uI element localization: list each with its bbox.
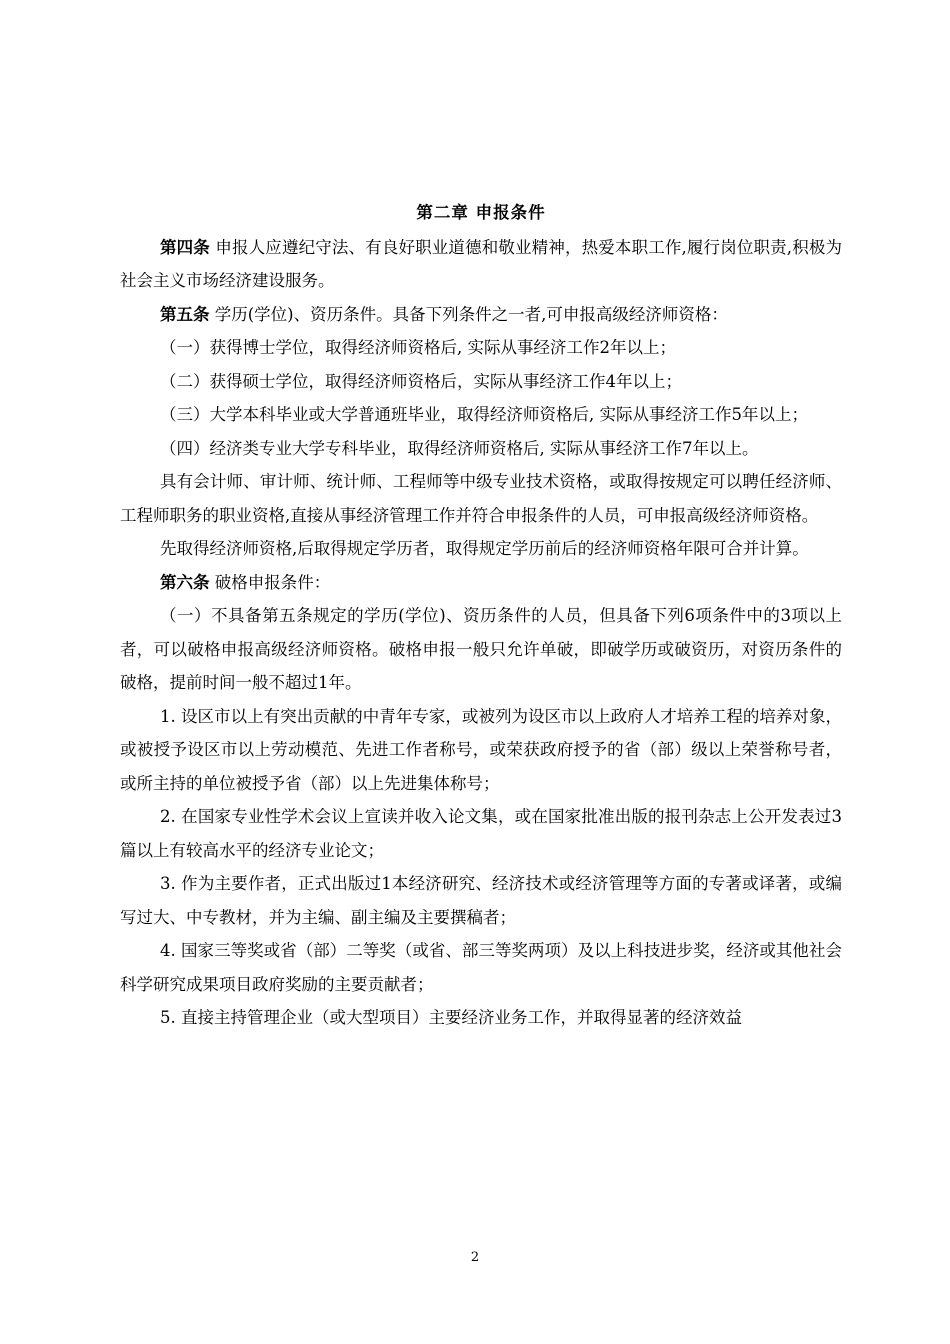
document-body [120,196,842,1035]
article-5-note-1: 具有会计师、审计师、统计师、工程师等中级专业技术资格，或取得按规定可以聘任经济师、工程师职务的职业资格,直接从事经济管理工作并符合申报条件的人员，可申报高级经济师资格。 [120,472,842,525]
article-6-item-1: （一）不具备第五条规定的学历(学位)、资历条件的人员，但具备下列6项条件中的3项以上者，可以破格申报高级经济师资格。破格申报一般只允许单破，即破学历或破资历，对资历条件的破格，提前时间一般不超过1年。 [120,606,842,692]
article-5-item-2: （二）获得硕士学位，取得经济师资格后，实际从事经济工作4年以上； [160,371,682,391]
article-5 [120,298,842,332]
article-6-subitem-2: 2. 在国家专业性学术会议上宣读并收入论文集，或在国家批准出版的报刊杂志上公开发表过3篇以上有较高水平的经济专业论文； [120,807,842,860]
article-5-item-3: （三）大学本科毕业或大学普通班毕业，取得经济师资格后, 实际从事经济工作5年以上； [160,405,808,424]
article-4 [120,231,842,298]
article-6-subitem-3: 3. 作为主要作者，正式出版过1本经济研究、经济技术或经济管理等方面的专著或译著，或编写过大、中专教材，并为主编、副主编及主要撰稿者； [120,874,842,927]
article-6-subitem-4: 4. 国家三等奖或省（部）二等奖（或省、部三等奖两项）及以上科技进步奖，经济或其他社会科学研究成果项目政府奖励的主要贡献者； [120,941,842,994]
page-number: 2 [470,1250,480,1265]
article-6-subitem-1: 1. 设区市以上有突出贡献的中青年专家，或被列为设区市以上政府人才培养工程的培养对象，或被授予设区市以上劳动模范、先进工作者称号，或荣获政府授予的省（部）级以上荣誉称号者，或所主持的单位被授予省（部）以上先进集体称号； [120,706,842,793]
article-6-subitem-5: 5. 直接主持管理企业（或大型项目）主要经济业务工作，并取得显著的经济效益 [160,1008,742,1027]
article-4-label: 第四条 [160,237,210,257]
article-6-label: 第六条 [160,572,210,592]
article-5-text: 学历(学位)、资历条件。具备下列条件之一者,可申报高级经济师资格： [209,304,728,324]
article-6-text: 破格申报条件： [209,572,331,592]
article-5-item-1: （一）获得博士学位，取得经济师资格后, 实际从事经济工作2年以上； [160,338,676,357]
article-5-note-2: 先取得经济师资格,后取得规定学历者，取得规定学历前后的经济师资格年限可合并计算。 [160,539,809,558]
article-5-item-4: （四）经济类专业大学专科毕业，取得经济师资格后, 实际从事经济工作7年以上。 [160,438,759,458]
article-5-label: 第五条 [160,304,210,324]
chapter-title: 第二章 申报条件 [416,203,546,222]
article-4-text: 申报人应遵纪守法、有良好职业道德和敬业精神，热爱本职工作,履行岗位职责,积极为社会主义市场经济建设服务。 [120,237,842,290]
article-6 [120,566,842,600]
